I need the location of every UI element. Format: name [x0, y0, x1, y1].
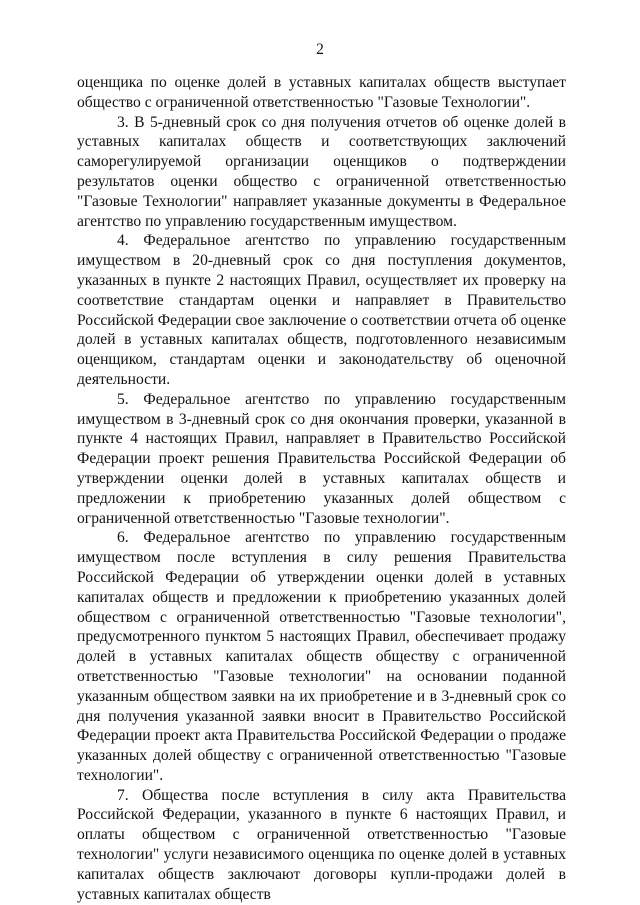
paragraph-item-3: 3. В 5-дневный срок со дня получения отчетов об оценке долей в уставных капиталах обществ и соответствующих заключений саморегулируемой организации оценщиков о подтверждении результатов оценки общество с ограниченной ответственностью "Газовые Технологии" направляет указанные документы в Федеральное агентство по управлению государственным имуществом. [77, 113, 566, 230]
document-body [77, 73, 566, 904]
paragraph-item-4: 4. Федеральное агентство по управлению государственным имуществом в 20-дневный срок со дня поступления документов, указанных в пункте 2 настоящих Правил, осуществляет их проверку на соответствие стандартам оценки и направляет в Правительство Российской Федерации свое заключение о соответствии отчета об оценке долей в уставных капиталах обществ, подготовленного независимым оценщиком, стандартам оценки и законодательству об оценочной деятельности. [77, 232, 566, 388]
page-number: 2 [316, 41, 324, 58]
paragraph-item-7: 7. Общества после вступления в силу акта Правительства Российской Федерации, указанного в пункте 6 настоящих Правил, и оплаты обществом с ограниченной ответственностью "Газовые технологии" услуги независимого оценщика по оценке долей в уставных капиталах обществ заключают договоры купли-продажи долей в уставных капиталах обществ [77, 786, 566, 903]
paragraph-item-5: 5. Федеральное агентство по управлению государственным имуществом в 3-дневный срок со дня окончания проверки, указанной в пункте 4 настоящих Правил, направляет в Правительство Российской Федерации проект решения Правительства Российской Федерации об утверждении оценки долей в уставных капиталах обществ и предложении к приобретению указанных долей обществом с ограниченной ответственностью "Газовые технологии". [77, 390, 566, 527]
paragraph-item-6: 6. Федеральное агентство по управлению государственным имуществом после вступления в силу решения Правительства Российской Федерации об утверждении оценки долей в уставных капиталах обществ и предложении к приобретению указанных долей обществом с ограниченной ответственностью "Газовые технологии", предусмотренного пунктом 5 настоящих Правил, обеспечивает продажу долей в уставных капиталах обществ обществу с ограниченной ответственностью "Газовые технологии" на основании поданной указанным обществом заявки на их приобретение и в 3-дневный срок со дня получения указанной заявки вносит в Правительство Российской Федерации проект акта Правительства Российской Федерации о продаже указанных долей обществу с ограниченной ответственностью "Газовые технологии". [77, 529, 566, 784]
paragraph-continuation: оценщика по оценке долей в уставных капиталах обществ выступает общество с ограниченной ответственностью "Газовые Технологии". [77, 74, 566, 111]
